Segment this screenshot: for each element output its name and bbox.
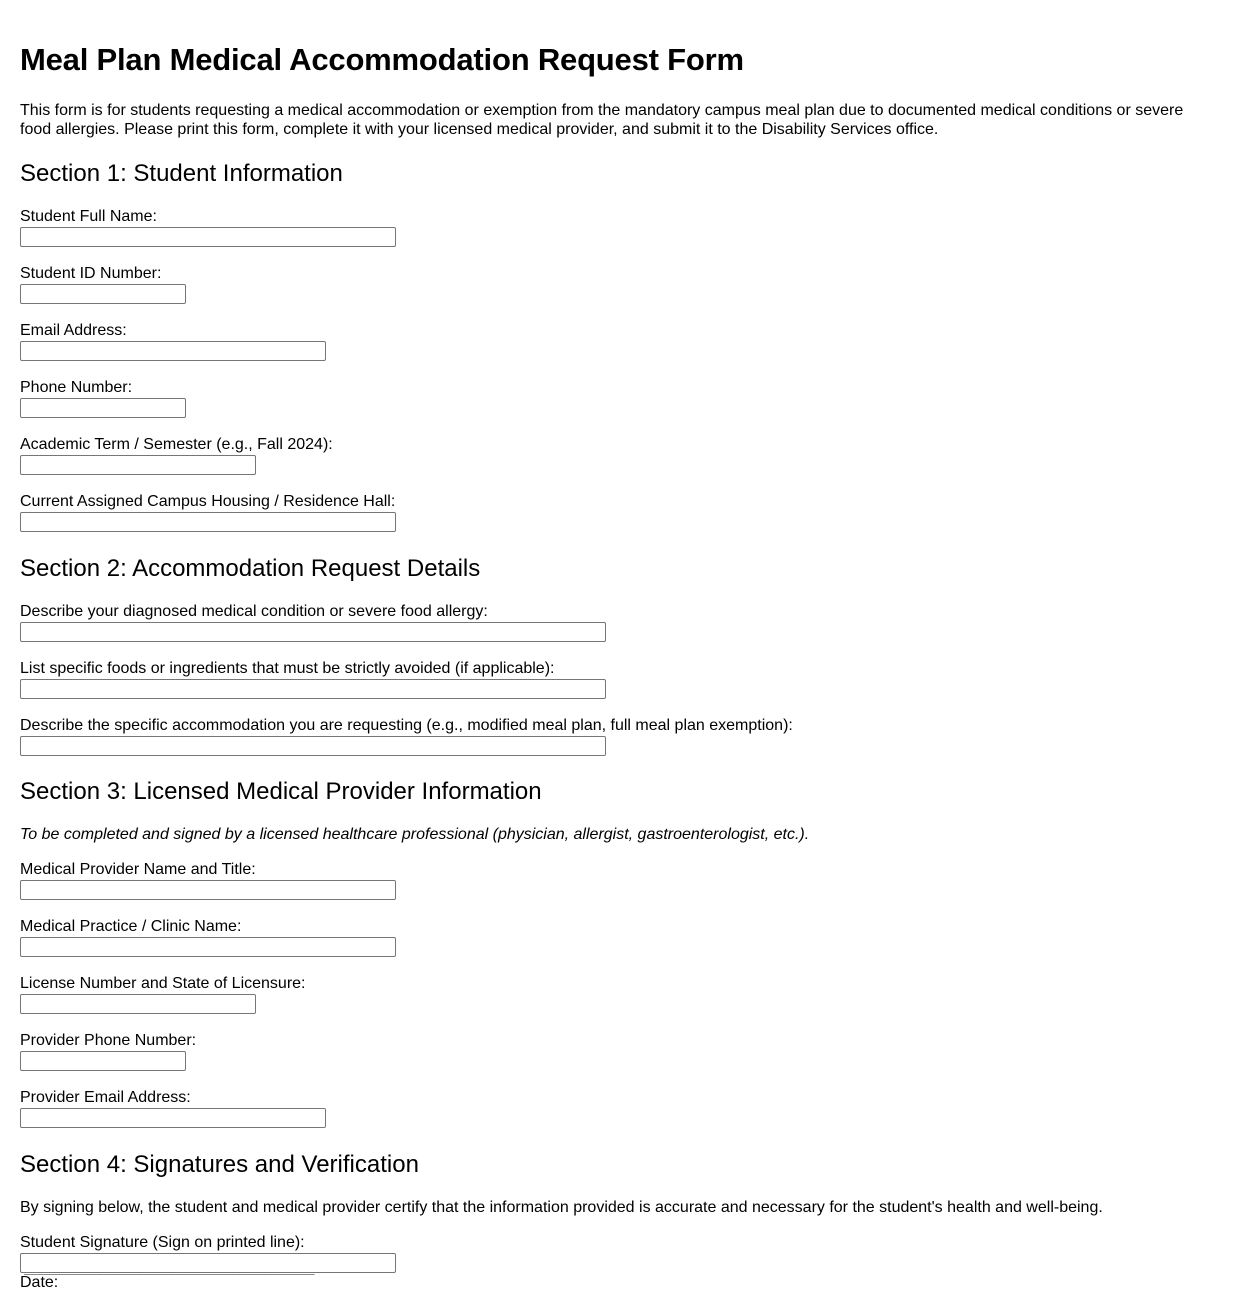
section1-heading: Section 1: Student Information [20, 160, 343, 187]
certification-note: By signing below, the student and medical provider certify that the information provided is accurate and necessary for the student's health and well-being. [20, 1199, 1103, 1216]
provider-name-input[interactable] [20, 880, 396, 900]
provider-email-input[interactable] [20, 1108, 326, 1128]
section2-heading: Section 2: Accommodation Request Details [20, 555, 481, 582]
section3-heading: Section 3: Licensed Medical Provider Information [20, 778, 542, 805]
term-label: Academic Term / Semester (e.g., Fall 2024): [20, 436, 333, 453]
condition-input[interactable] [20, 622, 606, 642]
email-label: Email Address: [20, 322, 127, 339]
student-name-input[interactable] [20, 227, 396, 247]
signature-line: ____________________________________________ [24, 1269, 315, 1275]
student-id-label: Student ID Number: [20, 265, 162, 282]
provider-phone-input[interactable] [20, 1051, 186, 1071]
student-signature-label: Student Signature (Sign on printed line): [20, 1234, 305, 1251]
phone-label: Phone Number: [20, 379, 133, 396]
license-input[interactable] [20, 994, 256, 1014]
form-intro: This form is for students requesting a medical accommodation or exemption from the mandatory campus meal plan due to documented medical conditions or severe food allergies. Please print this form, complete it with your licensed medical provider, and submit it to the Disability Services office. [20, 102, 1184, 138]
practice-input[interactable] [20, 937, 396, 957]
term-input[interactable] [20, 455, 256, 475]
student-signature-field[interactable] [20, 1253, 396, 1273]
date-label: Date: [20, 1274, 59, 1291]
practice-label: Medical Practice / Clinic Name: [20, 918, 242, 935]
housing-label: Current Assigned Campus Housing / Residence Hall: [20, 493, 396, 510]
section4-heading: Section 4: Signatures and Verification [20, 1151, 419, 1178]
student-id-input[interactable] [20, 284, 186, 304]
housing-input[interactable] [20, 512, 396, 532]
provider-phone-label: Provider Phone Number: [20, 1032, 197, 1049]
license-label: License Number and State of Licensure: [20, 975, 306, 992]
accommodation-input[interactable] [20, 736, 606, 756]
condition-label: Describe your diagnosed medical condition or severe food allergy: [20, 603, 488, 620]
page-title: Meal Plan Medical Accommodation Request Form [20, 42, 744, 77]
phone-input[interactable] [20, 398, 186, 418]
provider-email-label: Provider Email Address: [20, 1089, 191, 1106]
student-name-label: Student Full Name: [20, 208, 157, 225]
accommodation-label: Describe the specific accommodation you are requesting (e.g., modified meal plan, full meal plan exemption): [20, 717, 793, 734]
email-input[interactable] [20, 341, 326, 361]
provider-instructions: To be completed and signed by a licensed healthcare professional (physician, allergist, gastroenterologist, etc.). [20, 826, 810, 843]
provider-name-label: Medical Provider Name and Title: [20, 861, 256, 878]
avoid-foods-label: List specific foods or ingredients that must be strictly avoided (if applicable): [20, 660, 555, 677]
avoid-foods-input[interactable] [20, 679, 606, 699]
